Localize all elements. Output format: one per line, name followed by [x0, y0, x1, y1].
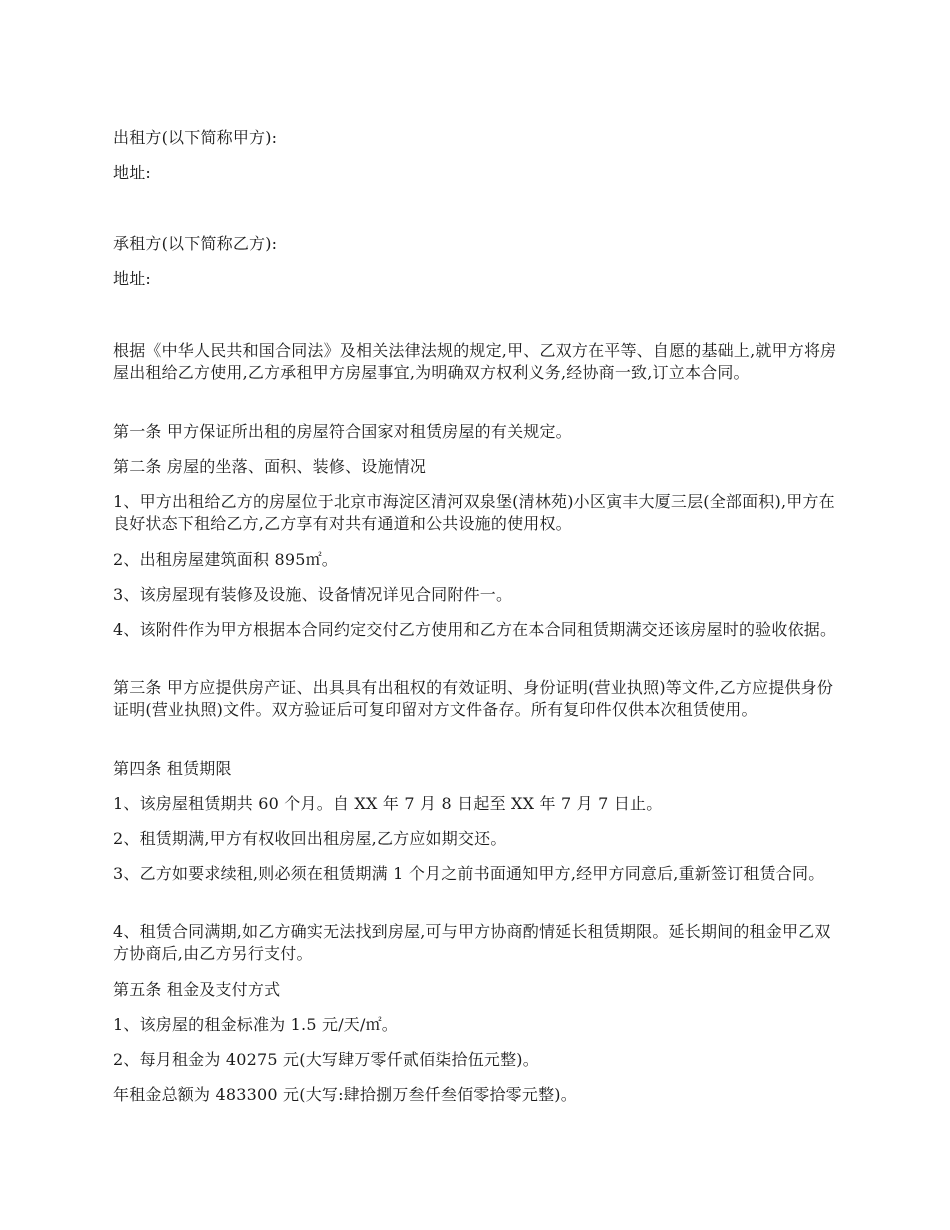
article-5-item-2: 2、每月租金为 40275 元(大写肆万零仟贰佰柒拾伍元整)。: [113, 1050, 539, 1069]
annual-rent-total: 年租金总额为 483300 元(大写:肆拾捌万叁仟叁佰零拾零元整)。: [113, 1085, 577, 1104]
article-4-item-4: 4、租赁合同满期,如乙方确实无法找到房屋,可与甲方协商酌情延长租赁期限。延长期间的租金甲乙双方协商后,由乙方另行支付。: [113, 922, 831, 963]
article-2-heading: 第二条 房屋的坐落、面积、装修、设施情况: [113, 457, 427, 476]
lessor-label: 出租方(以下简称甲方):: [113, 128, 278, 147]
article-4-heading: 第四条 租赁期限: [113, 759, 232, 778]
article-5-heading: 第五条 租金及支付方式: [113, 980, 281, 999]
preamble-paragraph: 根据《中华人民共和国合同法》及相关法律法规的规定,甲、乙双方在平等、自愿的基础上,就甲方将房屋出租给乙方使用,乙方承租甲方房屋事宜,为明确双方权利义务,经协商一致,订立本合同。: [113, 341, 837, 382]
article-4-item-1: 1、该房屋租赁期共 60 个月。自 XX 年 7 月 8 日起至 XX 年 7 月 7 日止。: [113, 794, 663, 813]
lessor-address-label: 地址:: [113, 163, 151, 182]
article-2-item-2: 2、出租房屋建筑面积 895㎡。: [113, 550, 339, 569]
article-4-item-2: 2、租赁期满,甲方有权收回出租房屋,乙方应如期交还。: [113, 829, 507, 848]
article-1: 第一条 甲方保证所出租的房屋符合国家对租赁房屋的有关规定。: [113, 422, 572, 441]
article-2-item-3: 3、该房屋现有装修及设施、设备情况详见合同附件一。: [113, 585, 513, 604]
lessee-label: 承租方(以下简称乙方):: [113, 234, 278, 253]
article-4-item-3: 3、乙方如要求续租,则必须在租赁期满 1 个月之前书面通知甲方,经甲方同意后,重新签订租赁合同。: [113, 864, 825, 883]
article-3: 第三条 甲方应提供房产证、出具具有出租权的有效证明、身份证明(营业执照)等文件,乙方应提供身份证明(营业执照)文件。双方验证后可复印留对方文件备存。所有复印件仅供本次租赁使用。: [113, 678, 834, 719]
article-2-item-1: 1、甲方出租给乙方的房屋位于北京市海淀区清河双泉堡(清林苑)小区寅丰大厦三层(全部面积),甲方在良好状态下租给乙方,乙方享有对共有通道和公共设施的使用权。: [113, 492, 835, 533]
article-2-item-4: 4、该附件作为甲方根据本合同约定交付乙方使用和乙方在本合同租赁期满交还该房屋时的验收依据。: [113, 620, 837, 639]
lessee-address-label: 地址:: [113, 269, 151, 288]
article-5-item-1: 1、该房屋的租金标准为 1.5 元/天/㎡。: [113, 1015, 398, 1034]
